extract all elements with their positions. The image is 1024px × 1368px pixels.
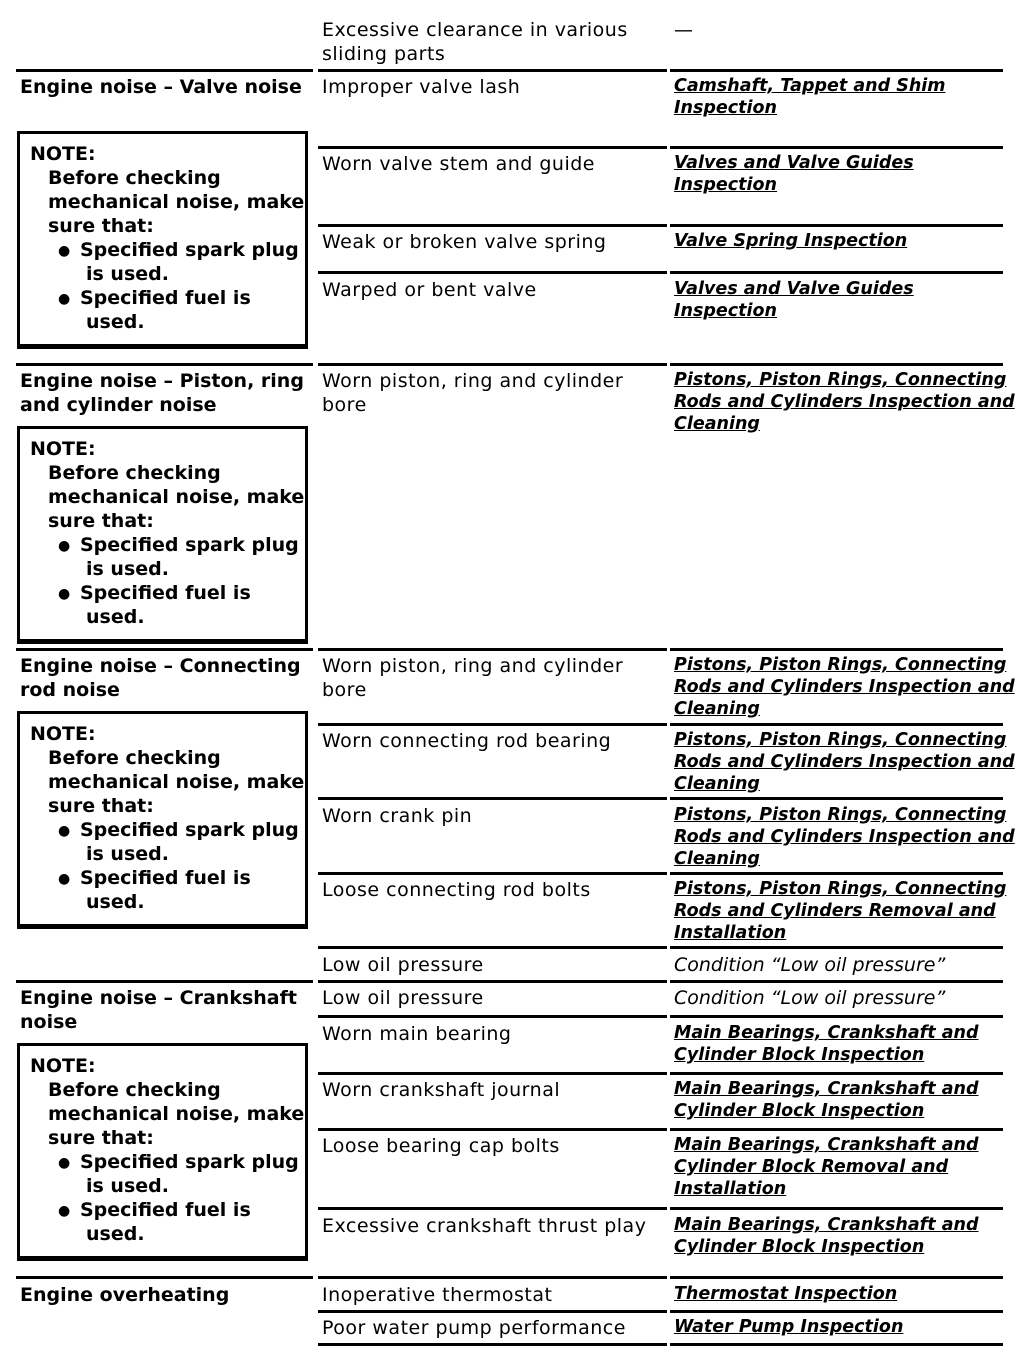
row-divider [670, 648, 1003, 651]
row-divider [670, 224, 1003, 227]
cause-text: Inoperative thermostat [322, 1284, 553, 1306]
cause-text: Improper valve lash [322, 76, 521, 98]
row-divider [670, 69, 1003, 72]
cause-text: Low oil pressure [322, 954, 484, 976]
reference-link[interactable]: Pistons, Piston Rings, Connecting Rods and Cylinders Inspection and Cleaning [674, 805, 1015, 869]
note-bullet: ● Specified fuel is used. [30, 1198, 305, 1246]
row-divider [670, 723, 1003, 726]
cause-text: Worn valve stem and guide [322, 153, 595, 175]
row-divider [16, 69, 313, 72]
reference-link[interactable]: Pistons, Piston Rings, Connecting Rods and Cylinders Inspection and Cleaning [674, 730, 1015, 794]
note-title: NOTE: [30, 438, 96, 460]
reference-text: Condition “Low oil pressure” [674, 987, 946, 1009]
note-bullet: ● Specified fuel is used. [30, 866, 305, 914]
row-divider [318, 648, 667, 651]
row-divider [670, 1207, 1003, 1210]
row-divider [318, 1276, 667, 1279]
row-divider [670, 946, 1003, 949]
row-divider [16, 1276, 313, 1279]
row-divider [670, 1072, 1003, 1075]
row-divider [318, 1128, 667, 1131]
cause-text: Weak or broken valve spring [322, 231, 607, 253]
row-divider [318, 69, 667, 72]
row-divider [318, 1343, 667, 1346]
reference-link[interactable]: Pistons, Piston Rings, Connecting Rods and Cylinders Inspection and Cleaning [674, 370, 1015, 434]
reference-link[interactable]: Pistons, Piston Rings, Connecting Rods and Cylinders Inspection and Cleaning [674, 655, 1015, 719]
cause-text: Worn connecting rod bearing [322, 730, 612, 752]
row-divider [318, 797, 667, 800]
row-divider [318, 1207, 667, 1210]
row-divider [318, 1072, 667, 1075]
row-divider [670, 1343, 1003, 1346]
row-divider [318, 723, 667, 726]
cause-text: Worn main bearing [322, 1023, 512, 1045]
reference-text: — [674, 19, 693, 41]
cause-text: Loose bearing cap bolts [322, 1135, 560, 1157]
cause-text: Worn piston, ring and cylinder bore [322, 655, 624, 701]
row-divider [318, 224, 667, 227]
note-box [17, 711, 308, 929]
cause-text: Poor water pump performance [322, 1317, 626, 1339]
reference-link[interactable]: Valve Spring Inspection [674, 231, 908, 251]
symptom-heading: Engine noise – Connecting rod noise [20, 655, 301, 701]
row-divider [670, 271, 1003, 274]
reference-link[interactable]: Valves and Valve Guides Inspection [674, 153, 914, 195]
row-divider [670, 363, 1003, 366]
row-divider [16, 363, 313, 366]
row-divider [318, 946, 667, 949]
cause-text: Excessive crankshaft thrust play [322, 1215, 647, 1237]
cause-text: Warped or bent valve [322, 279, 537, 301]
symptom-heading: Engine noise – Valve noise [20, 76, 302, 98]
note-lead: Before checking mechanical noise, make sure that: [48, 747, 305, 817]
reference-link[interactable]: Main Bearings, Crankshaft and Cylinder Block Inspection [674, 1023, 979, 1065]
note-box [17, 131, 308, 349]
cause-text: Loose connecting rod bolts [322, 879, 591, 901]
note-bullet: ● Specified fuel is used. [30, 581, 305, 629]
note-bullet: ● Specified fuel is used. [30, 286, 305, 334]
note-lead: Before checking mechanical noise, make sure that: [48, 1079, 305, 1149]
cause-text: Worn crank pin [322, 805, 473, 827]
symptom-heading: Engine overheating [20, 1284, 230, 1306]
note-title: NOTE: [30, 723, 96, 745]
row-divider [318, 363, 667, 366]
symptom-heading: Engine noise – Piston, ring and cylinder noise [20, 370, 304, 416]
row-divider [670, 1128, 1003, 1131]
row-divider [318, 1015, 667, 1018]
reference-link[interactable]: Pistons, Piston Rings, Connecting Rods and Cylinders Removal and Installation [674, 879, 1007, 943]
reference-link[interactable]: Thermostat Inspection [674, 1284, 898, 1304]
row-divider [670, 872, 1003, 875]
note-lead: Before checking mechanical noise, make sure that: [48, 462, 305, 532]
row-divider [318, 872, 667, 875]
reference-link[interactable]: Main Bearings, Crankshaft and Cylinder Block Removal and Installation [674, 1135, 979, 1199]
note-bullet: ● Specified spark plug is used. [30, 533, 305, 581]
row-divider [318, 1310, 667, 1313]
note-bullet: ● Specified spark plug is used. [30, 238, 305, 286]
row-divider [670, 1015, 1003, 1018]
cause-text: Low oil pressure [322, 987, 484, 1009]
row-divider [318, 980, 667, 983]
row-divider [318, 146, 667, 149]
row-divider [670, 1276, 1003, 1279]
cause-text: Worn piston, ring and cylinder bore [322, 370, 624, 416]
cause-text: Excessive clearance in various sliding parts [322, 19, 628, 65]
row-divider [16, 980, 313, 983]
note-box [17, 426, 308, 644]
reference-text: Condition “Low oil pressure” [674, 954, 946, 976]
row-divider [670, 146, 1003, 149]
reference-link[interactable]: Main Bearings, Crankshaft and Cylinder Block Inspection [674, 1079, 979, 1121]
reference-link[interactable]: Valves and Valve Guides Inspection [674, 279, 914, 321]
row-divider [670, 797, 1003, 800]
reference-link[interactable]: Water Pump Inspection [674, 1317, 904, 1337]
reference-link[interactable]: Main Bearings, Crankshaft and Cylinder Block Inspection [674, 1215, 979, 1257]
row-divider [318, 271, 667, 274]
row-divider [670, 980, 1003, 983]
cause-text: Worn crankshaft journal [322, 1079, 561, 1101]
note-bullet: ● Specified spark plug is used. [30, 1150, 305, 1198]
note-title: NOTE: [30, 1055, 96, 1077]
symptom-heading: Engine noise – Crankshaft noise [20, 987, 297, 1033]
row-divider [16, 648, 313, 651]
note-box [17, 1043, 308, 1261]
reference-link[interactable]: Camshaft, Tappet and Shim Inspection [674, 76, 946, 118]
note-title: NOTE: [30, 143, 96, 165]
row-divider [670, 1310, 1003, 1313]
note-lead: Before checking mechanical noise, make sure that: [48, 167, 305, 237]
note-bullet: ● Specified spark plug is used. [30, 818, 305, 866]
